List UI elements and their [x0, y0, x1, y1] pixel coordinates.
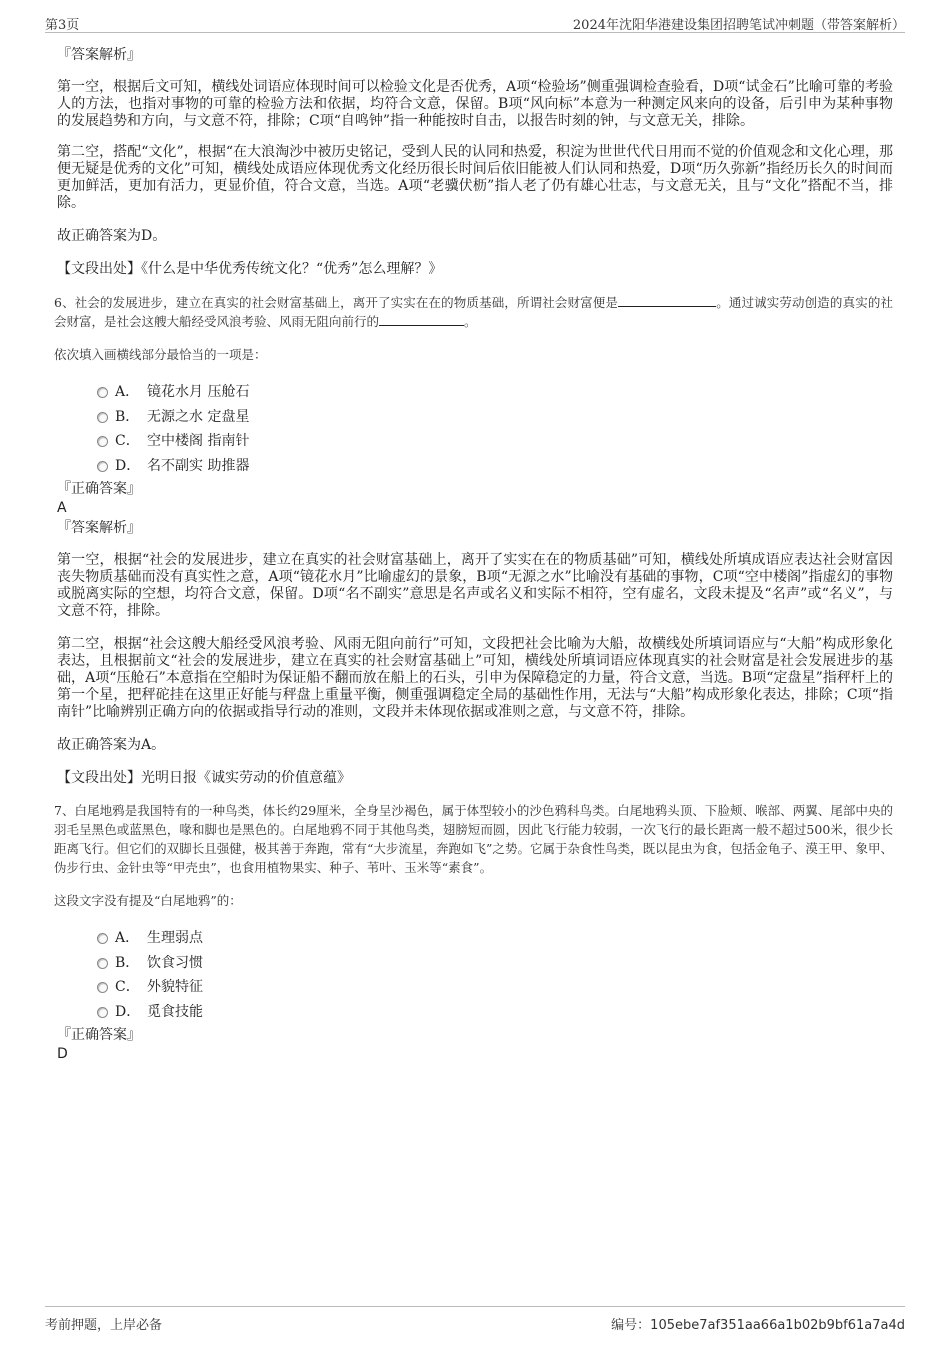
radio-icon[interactable]: [97, 461, 108, 472]
analysis-paragraph: 第一空，根据“社会的发展进步，建立在真实的社会财富基础上，离开了实实在在的物质基础”可知，横线处所填成语应表达社会财富因丧失物质基础而没有真实性之意，A项“镜花水月”比喻虚幻的景象，B项“无源之水”比喻没有基础的事物，C项“空中楼阁”指虚幻的事物或脱离实际的空想，均符合文意，保留。D项“名不副实”意思是名声或名义和实际不相符，空有虚名，文段未提及“名声”或“名义”，与文意不符，排除。: [57, 552, 893, 619]
radio-icon[interactable]: [97, 436, 108, 447]
conclusion-text: 故正确答案为A。: [57, 737, 166, 753]
question-stem-part: 6、社会的发展进步，建立在真实的社会财富基础上，离开了实实在在的物质基础，所谓社会财富便是: [54, 295, 619, 310]
question-prompt: 依次填入画横线部分最恰当的一项是：: [54, 347, 267, 362]
page-footer: [45, 1306, 905, 1335]
option-list: [57, 380, 893, 478]
conclusion-text: 故正确答案为D。: [57, 228, 167, 244]
option-letter: A．: [115, 930, 140, 946]
option-letter: D．: [115, 1003, 141, 1020]
radio-icon[interactable]: [97, 1007, 108, 1018]
option-letter: B．: [115, 954, 140, 971]
correct-answer: A: [57, 500, 67, 516]
fill-blank: [379, 313, 464, 326]
analysis-paragraph: 第二空，搭配“文化”，根据“在大浪淘沙中被历史铭记，受到人民的认同和热爱，积淀为世世代代日用而不觉的价值观念和文化心理，那便无疑是优秀的文化”可知，横线处成语应体现优秀文化经历很长时间后依旧能被人们认同和热爱，D项“历久弥新”指经历长久的时间而更加鲜活，更加有活力，更显价值，符合文意，当选。A项“老骥伏枥”指人老了仍有雄心壮志，与文意无关，且与“文化”搭配不当，排除。: [57, 144, 893, 211]
page-header: [45, 12, 905, 33]
document-title: 2024年沈阳华港建设集团招聘笔试冲刺题（带答案解析）: [572, 18, 905, 33]
option-text: 镜花水月 压舱石: [147, 384, 250, 400]
radio-icon[interactable]: [97, 387, 108, 398]
option-letter: D．: [115, 457, 141, 474]
radio-icon[interactable]: [97, 958, 108, 969]
option-text: 名不副实 助推器: [147, 457, 250, 474]
question-prompt: 这段文字没有提及“白尾地鸦”的：: [54, 893, 242, 908]
option-d[interactable]: [57, 454, 893, 479]
option-letter: C．: [115, 979, 140, 995]
option-text: 空中楼阁 指南针: [147, 433, 250, 449]
option-c[interactable]: [57, 429, 893, 454]
document-code: [611, 1314, 905, 1333]
correct-answer: D: [57, 1046, 68, 1062]
analysis-label: 『答案解析』: [57, 520, 141, 536]
analysis-label: 『答案解析』: [57, 47, 141, 63]
option-letter: B．: [115, 408, 140, 425]
analysis-paragraph: 第二空，根据“社会这艘大船经受风浪考验、风雨无阻向前行”可知，文段把社会比喻为大船，故横线处所填词语应与“大船”构成形象化表达，且根据前文“社会的发展进步，建立在真实的社会财富基础上”可知，横线处所填词语应体现真实的社会财富是社会发展进步的基础，A项“压舱石”本意指在空船时为保证船不翻而放在船上的石头，引申为保障稳定的力量，符合文意，当选。B项“定盘星”指秤杆上的第一个星，把秤砣挂在这里正好能与秤盘上重量平衡，侧重强调稳定全局的基础性作用，无法与“大船”构成形象化表达，排除；C项“指南针”比喻辨别正确方向的依据或指导行动的准则，文段并未体现依据或准则之意，与文意不符，排除。: [57, 636, 893, 720]
radio-icon[interactable]: [97, 982, 108, 993]
option-text: 觅食技能: [147, 1003, 203, 1020]
question-stem: [54, 293, 893, 331]
source-citation: 【文段出处】光明日报《诚实劳动的价值意蕴》: [57, 770, 351, 786]
correct-answer-label: 『正确答案』: [57, 481, 141, 497]
option-d[interactable]: [57, 1000, 893, 1025]
option-text: 生理弱点: [147, 930, 203, 946]
correct-answer-label: 『正确答案』: [57, 1027, 141, 1043]
option-text: 无源之水 定盘星: [147, 408, 250, 425]
analysis-paragraph: 第一空，根据后文可知，横线处词语应体现时间可以检验文化是否优秀，A项“检验场”侧重强调检查验看，D项“试金石”比喻可靠的考验人的方法，也指对事物的可靠的检验方法和依据，均符合文意，保留。B项“风向标”本意为一种测定风来向的设备，后引申为某种事物的发展趋势和方向，与文意不符，排除；C项“自鸣钟”指一种能按时自击，以报告时刻的钟，与文意无关，排除。: [57, 79, 893, 129]
radio-icon[interactable]: [97, 933, 108, 944]
option-letter: A．: [115, 384, 140, 400]
source-citation: 【文段出处】《什么是中华优秀传统文化？“优秀”怎么理解？》: [57, 261, 443, 277]
fill-blank: [618, 294, 716, 307]
question-stem-part: 。通过诚实劳动创造的真实的社会财富，是社会这艘大船经受风浪考验、风雨无阻向前行的: [54, 295, 893, 329]
option-c[interactable]: [57, 975, 893, 1000]
option-a[interactable]: [57, 380, 893, 405]
footer-slogan: 考前押题，上岸必备: [45, 1318, 163, 1333]
option-text: 外貌特征: [147, 979, 203, 995]
option-text: 饮食习惯: [147, 954, 203, 971]
option-letter: C．: [115, 433, 140, 449]
option-b[interactable]: [57, 951, 893, 976]
page-content: [54, 44, 893, 1063]
question-stem: 7、白尾地鸦是我国特有的一种鸟类，体长约29厘米，全身呈沙褐色，属于体型较小的沙色鸦科鸟类。白尾地鸦头顶、下脸颊、喉部、两翼、尾部中央的羽毛呈黑色或蓝黑色，喙和脚也是黑色的。白尾地鸦不同于其他鸟类，翅膀短而圆，因此飞行能力较弱，一次飞行的最长距离一般不超过500米，很少长距离飞行。但它们的双脚长且强健，极其善于奔跑，常有“大步流星，奔跑如飞”之势。它属于杂食性鸟类，既以昆虫为食，包括金龟子、漠王甲、象甲、伪步行虫、金针虫等“甲壳虫”，也食用植物果实、种子、苇叶、玉米等“素食”。: [54, 803, 893, 875]
option-list: [57, 926, 893, 1024]
option-a[interactable]: [57, 926, 893, 951]
radio-icon[interactable]: [97, 412, 108, 423]
page-number: 第3页: [45, 18, 80, 33]
option-b[interactable]: [57, 405, 893, 430]
code-label: 编号：: [611, 1318, 651, 1333]
code-value: 105ebe7af351aa66a1b02b9bf61a7a4d: [650, 1318, 905, 1333]
question-stem-part: 。: [464, 314, 477, 329]
